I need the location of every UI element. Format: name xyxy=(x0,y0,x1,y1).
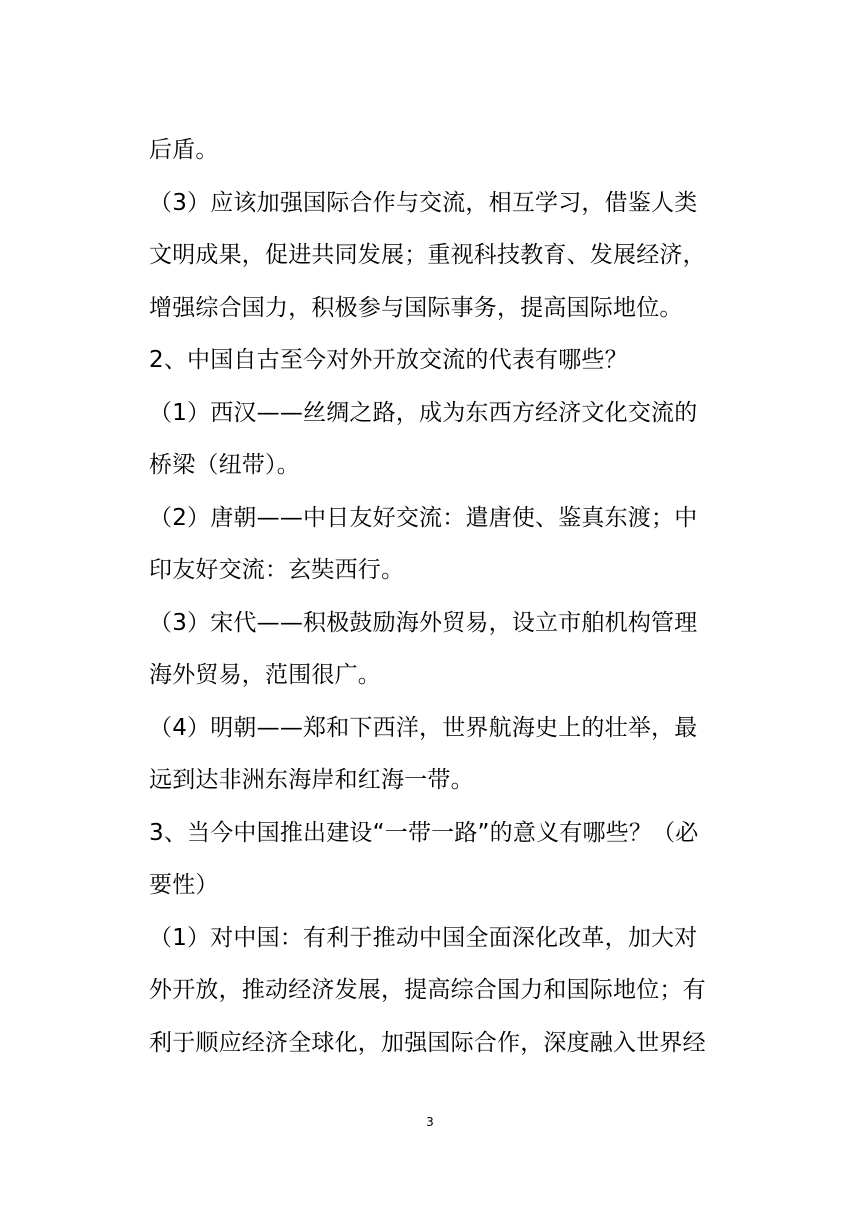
text-line: （1）对中国：有利于推动中国全面深化改革，加大对 xyxy=(149,924,698,951)
text-line: 要性） xyxy=(149,872,219,898)
question-heading: 2、中国自古至今对外开放交流的代表有哪些？ xyxy=(149,347,628,373)
text-line: 外开放，推动经济发展，提高综合国力和国际地位；有 xyxy=(149,977,706,1003)
text-line: （3）宋代——积极鼓励海外贸易，设立市舶机构管理 xyxy=(149,609,698,636)
document-body xyxy=(149,124,719,1069)
text-line: （1）西汉——丝绸之路，成为东西方经济文化交流的 xyxy=(149,399,698,426)
text-line: 桥梁（纽带）。 xyxy=(149,452,300,478)
text-line: 利于顺应经济全球化，加强国际合作，深度融入世界经 xyxy=(149,1029,706,1056)
text-line: 远到达非洲东海岸和红海一带。 xyxy=(149,767,474,793)
question-heading: 3、当今中国推出建设“一带一路”的意义有哪些？（必 xyxy=(149,819,699,846)
text-line: 海外贸易，范围很广。 xyxy=(149,662,381,688)
text-line: 后盾。 xyxy=(149,137,219,163)
text-line: （2）唐朝——中日友好交流：遣唐使、鉴真东渡；中 xyxy=(149,504,698,531)
page-number: 3 xyxy=(426,1115,434,1129)
text-line: 文明成果，促进共同发展；重视科技教育、发展经济， xyxy=(149,242,706,268)
text-line: 印友好交流：玄奘西行。 xyxy=(149,557,405,583)
text-line: 增强综合国力，积极参与国际事务，提高国际地位。 xyxy=(149,294,683,321)
text-line: （3）应该加强国际合作与交流，相互学习，借鉴人类 xyxy=(149,189,698,216)
text-line: （4）明朝——郑和下西洋，世界航海史上的壮举，最 xyxy=(149,714,698,741)
